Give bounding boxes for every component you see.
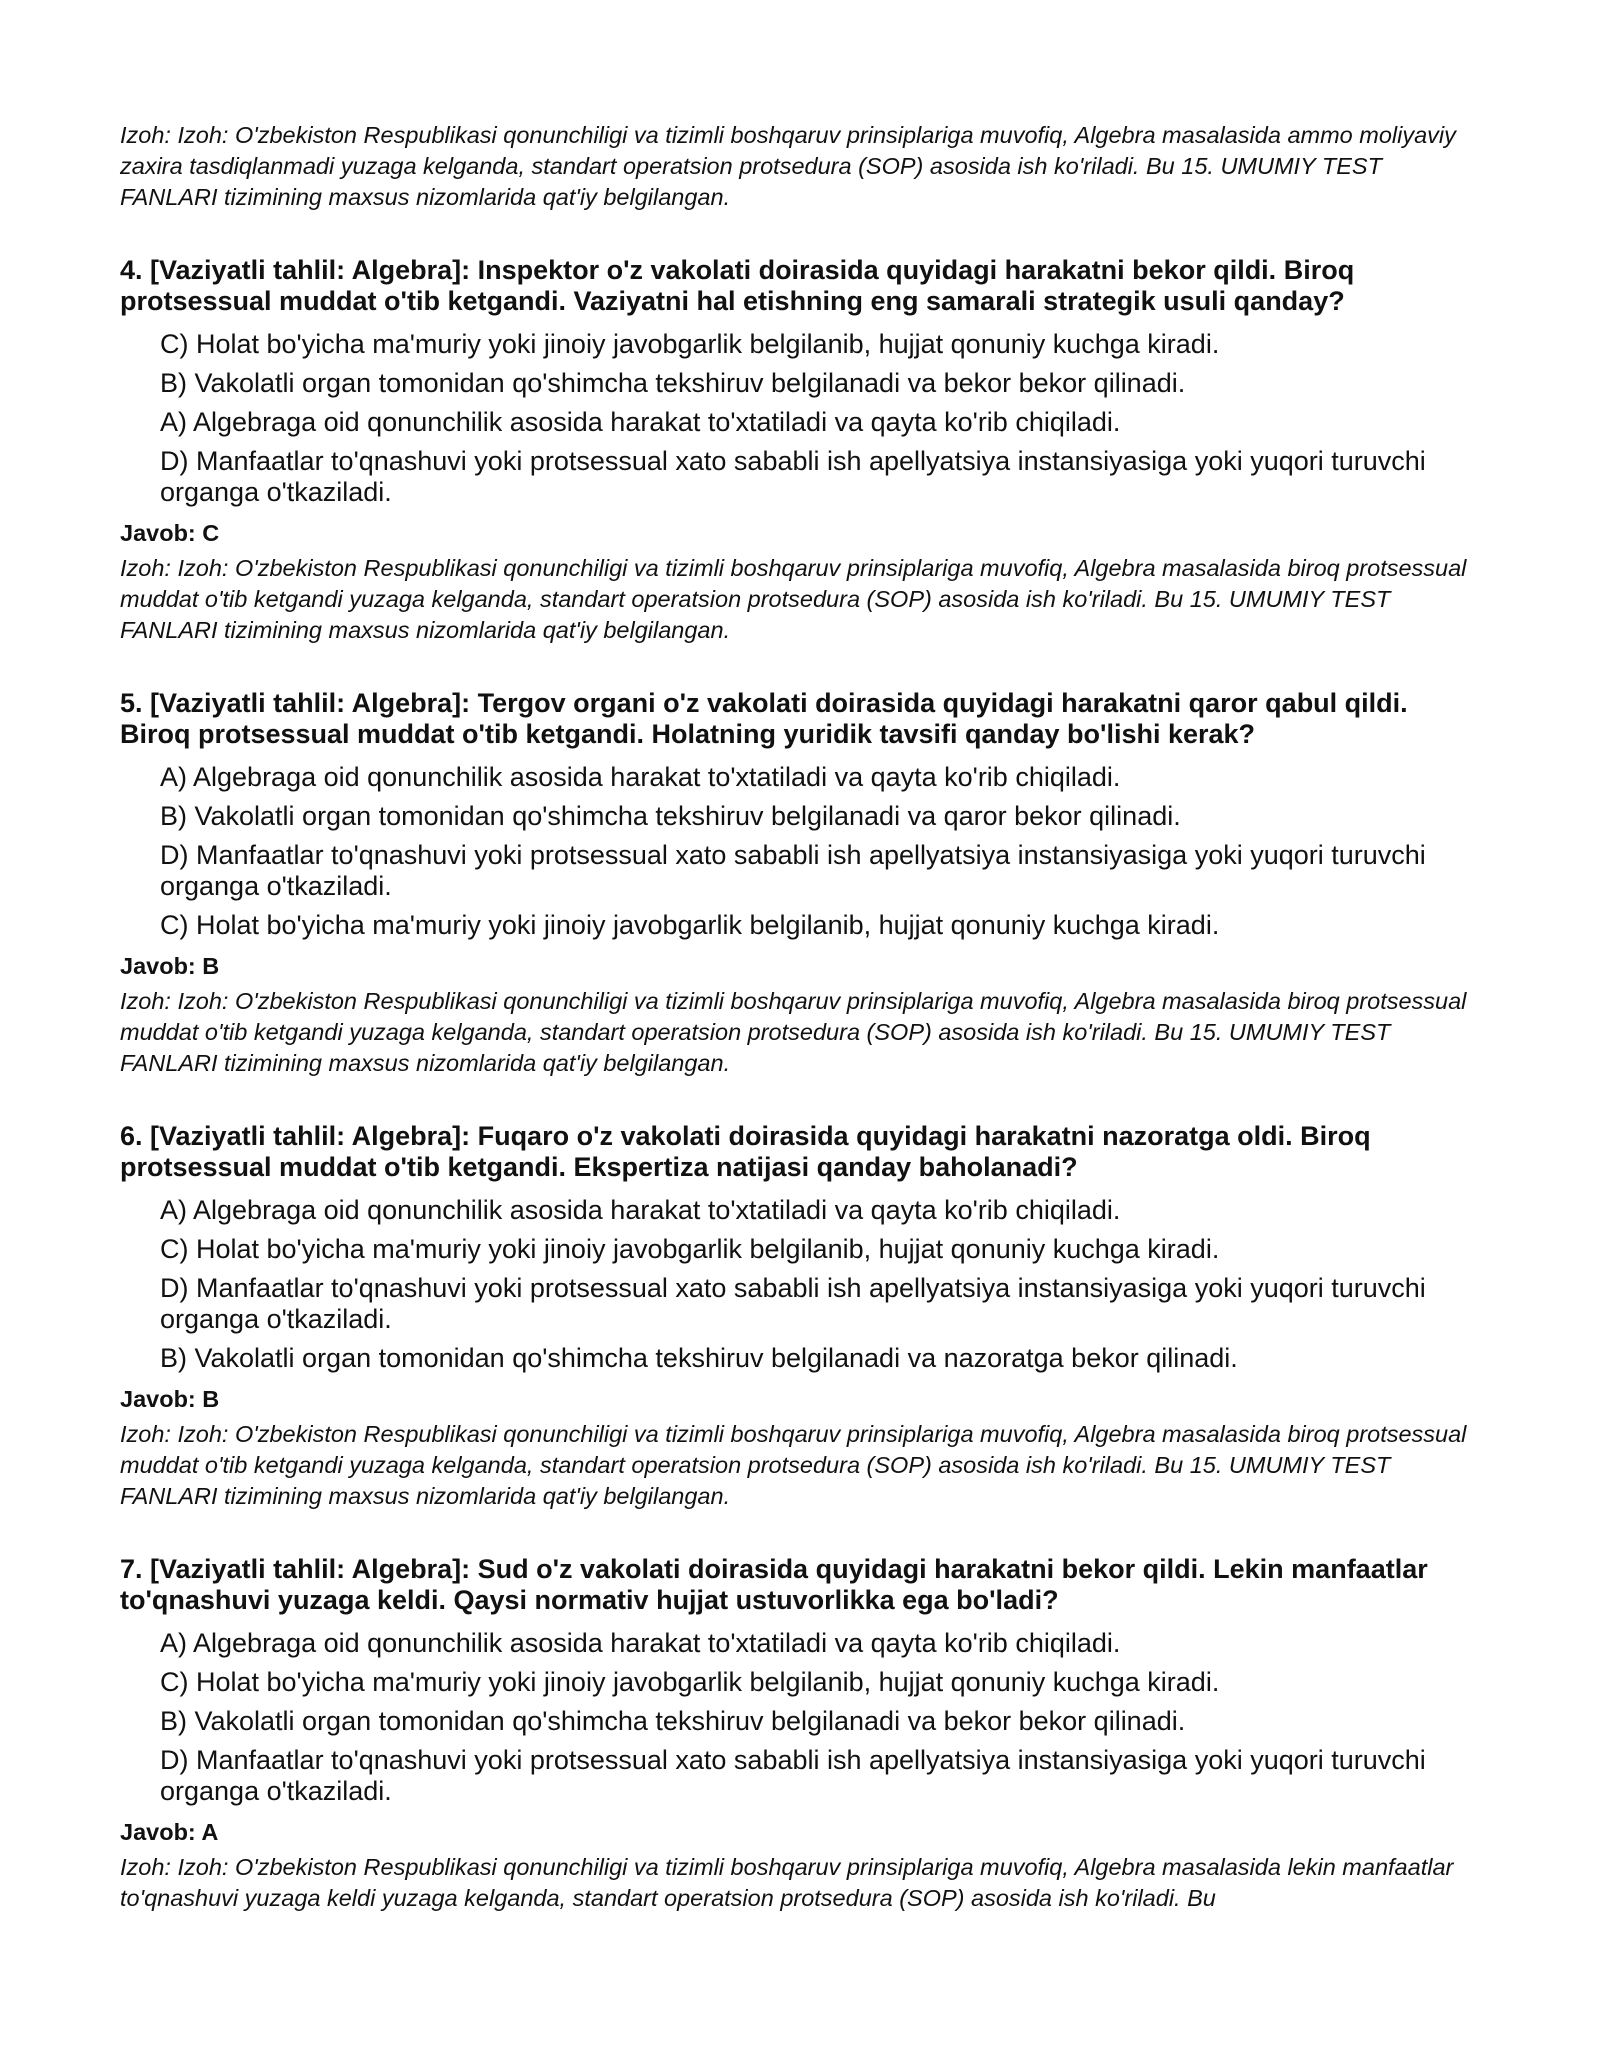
question-block bbox=[120, 255, 1480, 646]
option-item: D) Manfaatlar to'qnashuvi yoki protsessual xato sababli ish apellyatsiya instansiyasiga yoki yuqori turuvchi organga o'tkaziladi. bbox=[160, 1273, 1426, 1334]
question-block bbox=[120, 1554, 1480, 1914]
answer-text: Javob: A bbox=[120, 1819, 219, 1845]
question-text: 4. [Vaziyatli tahlil: Algebra]: Inspektor o'z vakolati doirasida quyidagi harakatni bekor qildi. Biroq protsessual muddat o'tib ketgandi. Vaziyatni hal etishning eng samarali strategik usuli qanday? bbox=[120, 255, 1355, 316]
options-list bbox=[120, 329, 1480, 508]
option-item: A) Algebraga oid qonunchilik asosida harakat to'xtatiladi va qayta ko'rib chiqiladi. bbox=[160, 1195, 1121, 1225]
option-item: A) Algebraga oid qonunchilik asosida harakat to'xtatiladi va qayta ko'rib chiqiladi. bbox=[160, 407, 1121, 437]
options-list bbox=[120, 1628, 1480, 1807]
answer-text: Javob: B bbox=[120, 1386, 220, 1412]
answer-text: Javob: C bbox=[120, 520, 220, 546]
option-item: B) Vakolatli organ tomonidan qo'shimcha tekshiruv belgilanadi va bekor bekor qilinadi. bbox=[160, 368, 1186, 398]
question-block bbox=[120, 688, 1480, 1079]
option-item: D) Manfaatlar to'qnashuvi yoki protsessual xato sababli ish apellyatsiya instansiyasiga yoki yuqori turuvchi organga o'tkaziladi. bbox=[160, 840, 1426, 901]
option-item: B) Vakolatli organ tomonidan qo'shimcha tekshiruv belgilanadi va qaror bekor qilinadi. bbox=[160, 801, 1181, 831]
option-item: C) Holat bo'yicha ma'muriy yoki jinoiy javobgarlik belgilanib, hujjat qonuniy kuchga kiradi. bbox=[160, 910, 1220, 940]
option-item: B) Vakolatli organ tomonidan qo'shimcha tekshiruv belgilanadi va nazoratga bekor qilinadi. bbox=[160, 1343, 1238, 1373]
option-item: C) Holat bo'yicha ma'muriy yoki jinoiy javobgarlik belgilanib, hujjat qonuniy kuchga kiradi. bbox=[160, 329, 1220, 359]
explanation-text: Izoh: Izoh: O'zbekiston Respublikasi qonunchiligi va tizimli boshqaruv prinsiplariga muvofiq, Algebra masalasida ammo moliyaviy zaxira tasdiqlanmadi yuzaga kelganda, standart operatsion protsedura (SOP) asosida ish ko'riladi. Bu 15. UMUMIY TEST FANLARI tizimining maxsus nizomlarida qat'iy belgilangan. bbox=[120, 122, 1456, 210]
question-text: 5. [Vaziyatli tahlil: Algebra]: Tergov organi o'z vakolati doirasida quyidagi harakatni qaror qabul qildi. Biroq protsessual muddat o'tib ketgandi. Holatning yuridik tavsifi qanday bo'lishi kerak? bbox=[120, 688, 1408, 749]
options-list bbox=[120, 1195, 1480, 1374]
option-item: C) Holat bo'yicha ma'muriy yoki jinoiy javobgarlik belgilanib, hujjat qonuniy kuchga kiradi. bbox=[160, 1234, 1220, 1264]
option-item: A) Algebraga oid qonunchilik asosida harakat to'xtatiladi va qayta ko'rib chiqiladi. bbox=[160, 1628, 1121, 1658]
option-item: A) Algebraga oid qonunchilik asosida harakat to'xtatiladi va qayta ko'rib chiqiladi. bbox=[160, 762, 1121, 792]
question-text: 6. [Vaziyatli tahlil: Algebra]: Fuqaro o'z vakolati doirasida quyidagi harakatni nazoratga oldi. Biroq protsessual muddat o'tib ketgandi. Ekspertiza natijasi qanday baholanadi? bbox=[120, 1121, 1371, 1182]
options-list bbox=[120, 762, 1480, 941]
option-item: D) Manfaatlar to'qnashuvi yoki protsessual xato sababli ish apellyatsiya instansiyasiga yoki yuqori turuvchi organga o'tkaziladi. bbox=[160, 446, 1426, 507]
question-block bbox=[120, 1121, 1480, 1512]
explanation-text: Izoh: Izoh: O'zbekiston Respublikasi qonunchiligi va tizimli boshqaruv prinsiplariga muvofiq, Algebra masalasida lekin manfaatlar to'qnashuvi yuzaga keldi yuzaga kelganda, standart operatsion protsedura (SOP) asosida ish ko'riladi. Bu bbox=[120, 1854, 1454, 1911]
explanation-text: Izoh: Izoh: O'zbekiston Respublikasi qonunchiligi va tizimli boshqaruv prinsiplariga muvofiq, Algebra masalasida biroq protsessual muddat o'tib ketgandi yuzaga kelganda, standart operatsion protsedura (SOP) asosida ish ko'riladi. Bu 15. UMUMIY TEST FANLARI tizimining maxsus nizomlarida qat'iy belgilangan. bbox=[120, 1421, 1467, 1509]
option-item: C) Holat bo'yicha ma'muriy yoki jinoiy javobgarlik belgilanib, hujjat qonuniy kuchga kiradi. bbox=[160, 1667, 1220, 1697]
option-item: D) Manfaatlar to'qnashuvi yoki protsessual xato sababli ish apellyatsiya instansiyasiga yoki yuqori turuvchi organga o'tkaziladi. bbox=[160, 1745, 1426, 1806]
explanation-text: Izoh: Izoh: O'zbekiston Respublikasi qonunchiligi va tizimli boshqaruv prinsiplariga muvofiq, Algebra masalasida biroq protsessual muddat o'tib ketgandi yuzaga kelganda, standart operatsion protsedura (SOP) asosida ish ko'riladi. Bu 15. UMUMIY TEST FANLARI tizimining maxsus nizomlarida qat'iy belgilangan. bbox=[120, 988, 1467, 1076]
explanation-text: Izoh: Izoh: O'zbekiston Respublikasi qonunchiligi va tizimli boshqaruv prinsiplariga muvofiq, Algebra masalasida biroq protsessual muddat o'tib ketgandi yuzaga kelganda, standart operatsion protsedura (SOP) asosida ish ko'riladi. Bu 15. UMUMIY TEST FANLARI tizimining maxsus nizomlarida qat'iy belgilangan. bbox=[120, 555, 1467, 643]
answer-text: Javob: B bbox=[120, 953, 220, 979]
question-text: 7. [Vaziyatli tahlil: Algebra]: Sud o'z vakolati doirasida quyidagi harakatni bekor qildi. Lekin manfaatlar to'qnashuvi yuzaga keldi. Qaysi normativ hujjat ustuvorlikka ega bo'ladi? bbox=[120, 1554, 1428, 1615]
option-item: B) Vakolatli organ tomonidan qo'shimcha tekshiruv belgilanadi va bekor bekor qilinadi. bbox=[160, 1706, 1186, 1736]
